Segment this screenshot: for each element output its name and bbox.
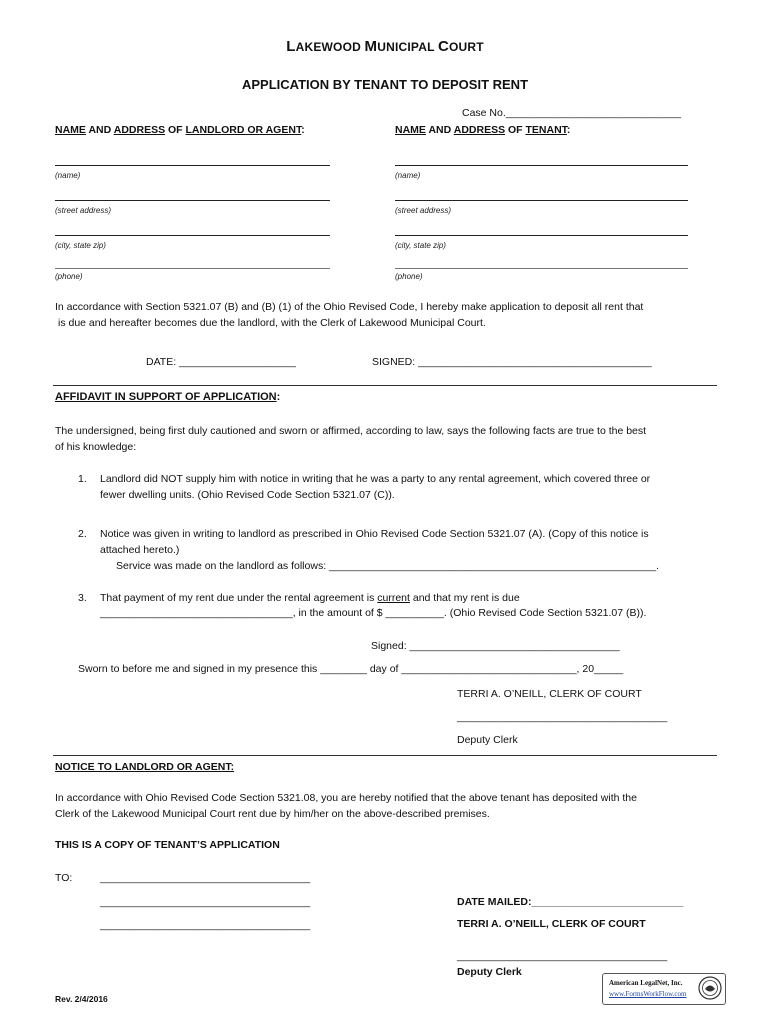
item2-number: 2. [78, 528, 87, 540]
affidavit-clerk-name: TERRI A. O’NEILL, CLERK OF COURT [457, 688, 642, 700]
landlord-street-field[interactable] [55, 200, 330, 201]
affidavit-deputy-clerk: Deputy Clerk [457, 734, 518, 746]
landlord-city-caption: (city, state zip) [55, 241, 106, 250]
sworn-statement-field[interactable]: Sworn to before me and signed in my presence this ________ day of ______________________________, 20_____ [78, 663, 624, 675]
item2-service-field[interactable]: Service was made on the landlord as follows: ________________________________________________________. [116, 560, 659, 572]
case-number[interactable] [462, 107, 681, 119]
application-paragraph-line2: is due and hereafter becomes due the landlord, with the Clerk of Lakewood Municipal Court. [58, 317, 486, 329]
item2-line2: attached hereto.) [100, 544, 180, 556]
to-address-field-2[interactable]: ____________________________________ [100, 896, 311, 908]
to-address-field-3[interactable]: ____________________________________ [100, 919, 311, 931]
tenant-city-caption: (city, state zip) [395, 241, 446, 250]
affidavit-intro-line1: The undersigned, being first duly cautioned and sworn or affirmed, according to law, says the following facts are true to the best [55, 425, 647, 437]
section-divider [53, 385, 717, 386]
case-number-label: Case No. [462, 107, 506, 119]
court-name: LAKEWOOD MUNICIPAL COURT [286, 38, 484, 55]
tenant-city-field[interactable] [395, 235, 688, 236]
item1-number: 1. [78, 473, 87, 485]
application-signed-field[interactable]: SIGNED: ________________________________________ [372, 356, 652, 368]
item3-amount-field[interactable]: _________________________________, in the amount of $ __________. (Ohio Revised Code Section 5321.07 (B)). [100, 607, 647, 619]
tenant-street-field[interactable] [395, 200, 688, 201]
seal-icon [698, 976, 722, 1000]
tenant-heading: NAME AND ADDRESS OF TENANT: [395, 124, 571, 136]
document-title: APPLICATION BY TENANT TO DEPOSIT RENT [241, 77, 529, 92]
tenant-phone-field[interactable] [395, 268, 688, 269]
notice-clerk-signature-field[interactable]: ____________________________________ [457, 950, 668, 962]
copy-heading: THIS IS A COPY OF TENANT’S APPLICATION [55, 839, 280, 851]
application-date-field[interactable]: DATE: ____________________ [146, 356, 296, 368]
item2-line1: Notice was given in writing to landlord as prescribed in Ohio Revised Code Section 5321.07 (A). (Copy of this notice is [100, 528, 649, 540]
landlord-street-caption: (street address) [55, 206, 112, 215]
to-label: TO: [55, 872, 73, 884]
logo-website-link[interactable]: www.FormsWorkFlow.com [609, 990, 687, 998]
item1-line2: fewer dwelling units. (Ohio Revised Code Section 5321.07 (C)). [100, 489, 395, 501]
item1-line1: Landlord did NOT supply him with notice in writing that he was a party to any rental agreement, which covered three or [100, 473, 651, 485]
tenant-phone-caption: (phone) [395, 272, 423, 281]
tenant-street-caption: (street address) [395, 206, 452, 215]
case-number-field[interactable]: ______________________________ [505, 107, 681, 119]
item3-number: 3. [78, 592, 87, 604]
landlord-name-field[interactable] [55, 165, 330, 166]
logo-company-name: American LegalNet, Inc. [609, 979, 683, 987]
landlord-phone-field[interactable] [55, 268, 330, 269]
revision-date: Rev. 2/4/2016 [55, 994, 108, 1004]
date-mailed-field[interactable]: DATE MAILED:__________________________ [457, 896, 684, 908]
notice-deputy-clerk: Deputy Clerk [457, 966, 522, 978]
landlord-name-caption: (name) [55, 171, 81, 180]
notice-divider [53, 755, 717, 756]
affidavit-heading: AFFIDAVIT IN SUPPORT OF APPLICATION: [55, 391, 281, 403]
notice-paragraph-line2: Clerk of the Lakewood Municipal Court rent due by him/her on the above-described premises. [55, 808, 490, 820]
notice-clerk-name: TERRI A. O’NEILL, CLERK OF COURT [457, 918, 646, 930]
tenant-name-caption: (name) [395, 171, 421, 180]
to-address-field-1[interactable]: ____________________________________ [100, 872, 311, 884]
notice-heading: NOTICE TO LANDLORD OR AGENT: [55, 761, 235, 773]
legalnet-logo [602, 973, 726, 1005]
affidavit-clerk-signature-field[interactable]: ____________________________________ [457, 711, 668, 723]
notice-paragraph-line1: In accordance with Ohio Revised Code Section 5321.08, you are hereby notified that the above tenant has deposited with the [55, 792, 637, 804]
tenant-name-field[interactable] [395, 165, 688, 166]
landlord-city-field[interactable] [55, 235, 330, 236]
affidavit-intro-line2: of his knowledge: [55, 441, 137, 453]
affidavit-signed-field[interactable]: Signed: ____________________________________ [371, 640, 620, 652]
item3-line1: That payment of my rent due under the rental agreement is current and that my rent is due [100, 592, 520, 604]
application-paragraph-line1: In accordance with Section 5321.07 (B) and (B) (1) of the Ohio Revised Code, I hereby make application to deposit all rent that [55, 301, 644, 313]
landlord-phone-caption: (phone) [55, 272, 83, 281]
landlord-heading: NAME AND ADDRESS OF LANDLORD OR AGENT: [55, 124, 305, 136]
